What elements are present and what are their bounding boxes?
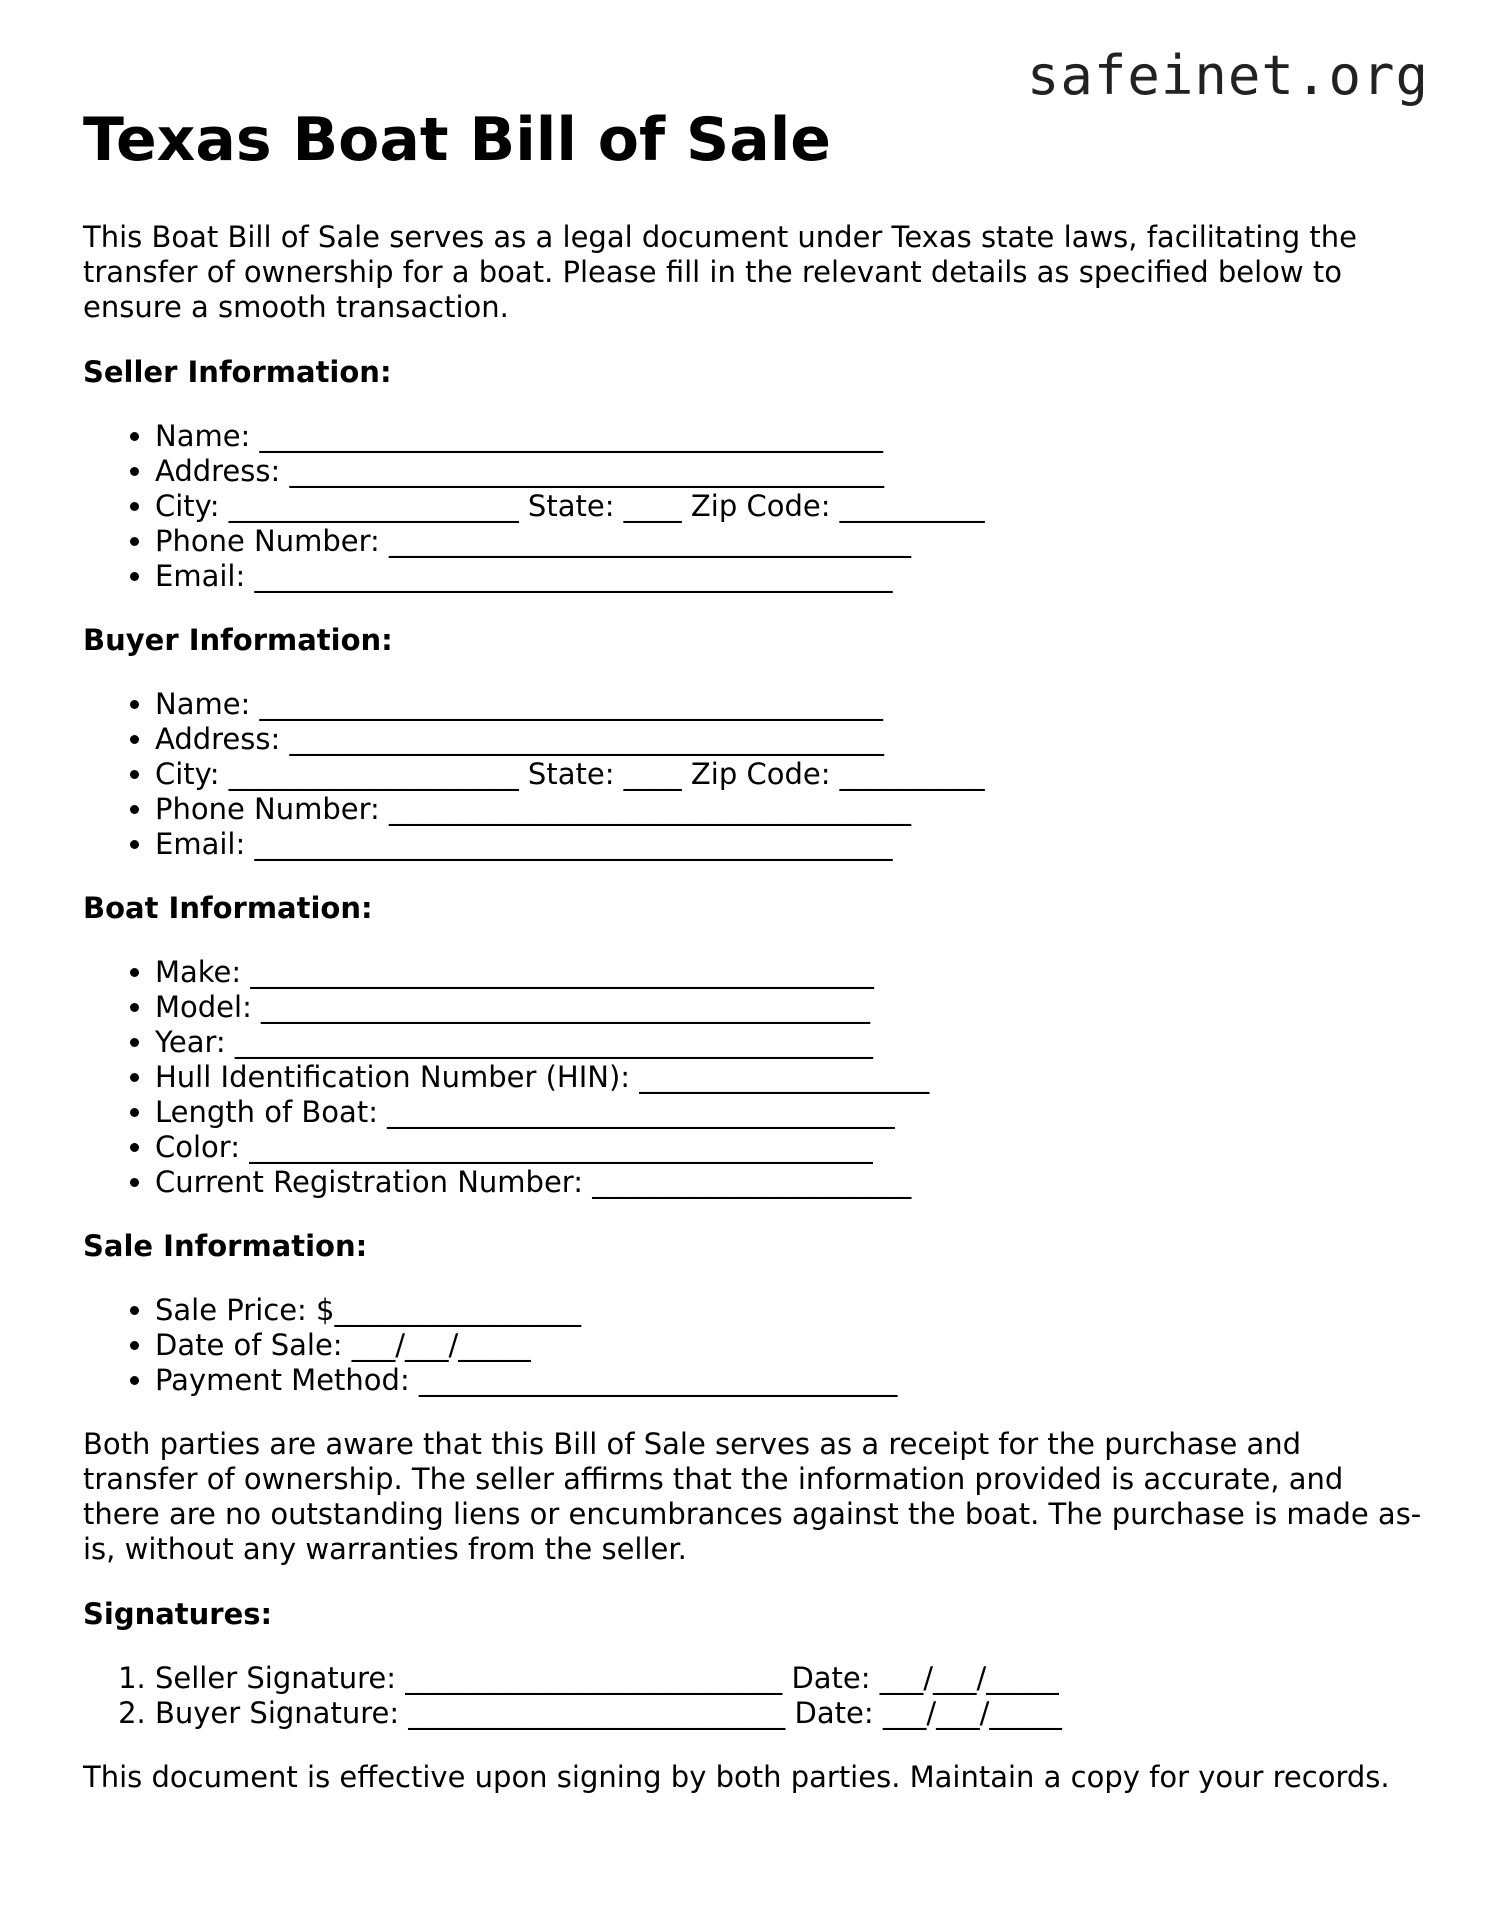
seller-heading: Seller Information:	[83, 355, 392, 389]
boat-make-field: • Make: ___________________________________________	[155, 955, 1423, 990]
sale-field-list	[83, 1293, 1423, 1398]
signatures-heading: Signatures:	[83, 1597, 273, 1631]
sale-date-field: • Date of Sale: ___/___/_____	[155, 1328, 1423, 1363]
sale-heading: Sale Information:	[83, 1229, 368, 1263]
seller-field-list	[83, 419, 1423, 594]
buyer-heading: Buyer Information:	[83, 623, 393, 657]
buyer-email-field: • Email: ____________________________________________	[155, 827, 1423, 862]
watermark: safeinet.org	[1026, 44, 1429, 107]
buyer-name-field: • Name: ___________________________________________	[155, 687, 1423, 722]
sale-price-field: • Sale Price: $_________________	[155, 1293, 1423, 1328]
intro-paragraph: This Boat Bill of Sale serves as a legal document under Texas state laws, facilitating the transfer of ownership for a boat. Please fill in the relevant details as specified below to ensure a smooth transaction.	[83, 220, 1357, 324]
terms-paragraph: Both parties are aware that this Bill of Sale serves as a receipt for the purchase and transfer of ownership. The seller affirms that the information provided is accurate, and there are no outstanding liens or encumbrances against the boat. The purchase is made as-is, without any warranties from the seller.	[83, 1427, 1422, 1566]
boat-hin-field: • Hull Identification Number (HIN): ____________________	[155, 1060, 1423, 1095]
payment-method-field: • Payment Method: _________________________________	[155, 1363, 1423, 1398]
boat-field-list	[83, 955, 1423, 1200]
seller-name-field: • Name: ___________________________________________	[155, 419, 1423, 454]
boat-year-field: • Year: ____________________________________________	[155, 1025, 1423, 1060]
boat-registration-field: • Current Registration Number: ______________________	[155, 1165, 1423, 1200]
signature-list	[83, 1661, 1423, 1731]
boat-model-field: • Model: __________________________________________	[155, 990, 1423, 1025]
seller-email-field: • Email: ____________________________________________	[155, 559, 1423, 594]
seller-city-state-zip-field: • City: ____________________ State: ____ Zip Code: __________	[155, 489, 1423, 524]
seller-address-field: • Address: _________________________________________	[155, 454, 1423, 489]
boat-heading: Boat Information:	[83, 891, 373, 925]
document-page	[83, 100, 1423, 1825]
boat-length-field: • Length of Boat: ___________________________________	[155, 1095, 1423, 1130]
boat-color-field: • Color: ___________________________________________	[155, 1130, 1423, 1165]
buyer-phone-field: • Phone Number: ____________________________________	[155, 792, 1423, 827]
seller-phone-field: • Phone Number: ____________________________________	[155, 524, 1423, 559]
buyer-signature-field: 2. Buyer Signature: __________________________ Date: ___/___/_____	[155, 1696, 1423, 1731]
closing-paragraph: This document is effective upon signing by both parties. Maintain a copy for your records.	[83, 1760, 1390, 1794]
buyer-field-list	[83, 687, 1423, 862]
page-title: Texas Boat Bill of Sale	[83, 105, 831, 175]
buyer-address-field: • Address: _________________________________________	[155, 722, 1423, 757]
seller-signature-field: 1. Seller Signature: __________________________ Date: ___/___/_____	[155, 1661, 1423, 1696]
buyer-city-state-zip-field: • City: ____________________ State: ____ Zip Code: __________	[155, 757, 1423, 792]
